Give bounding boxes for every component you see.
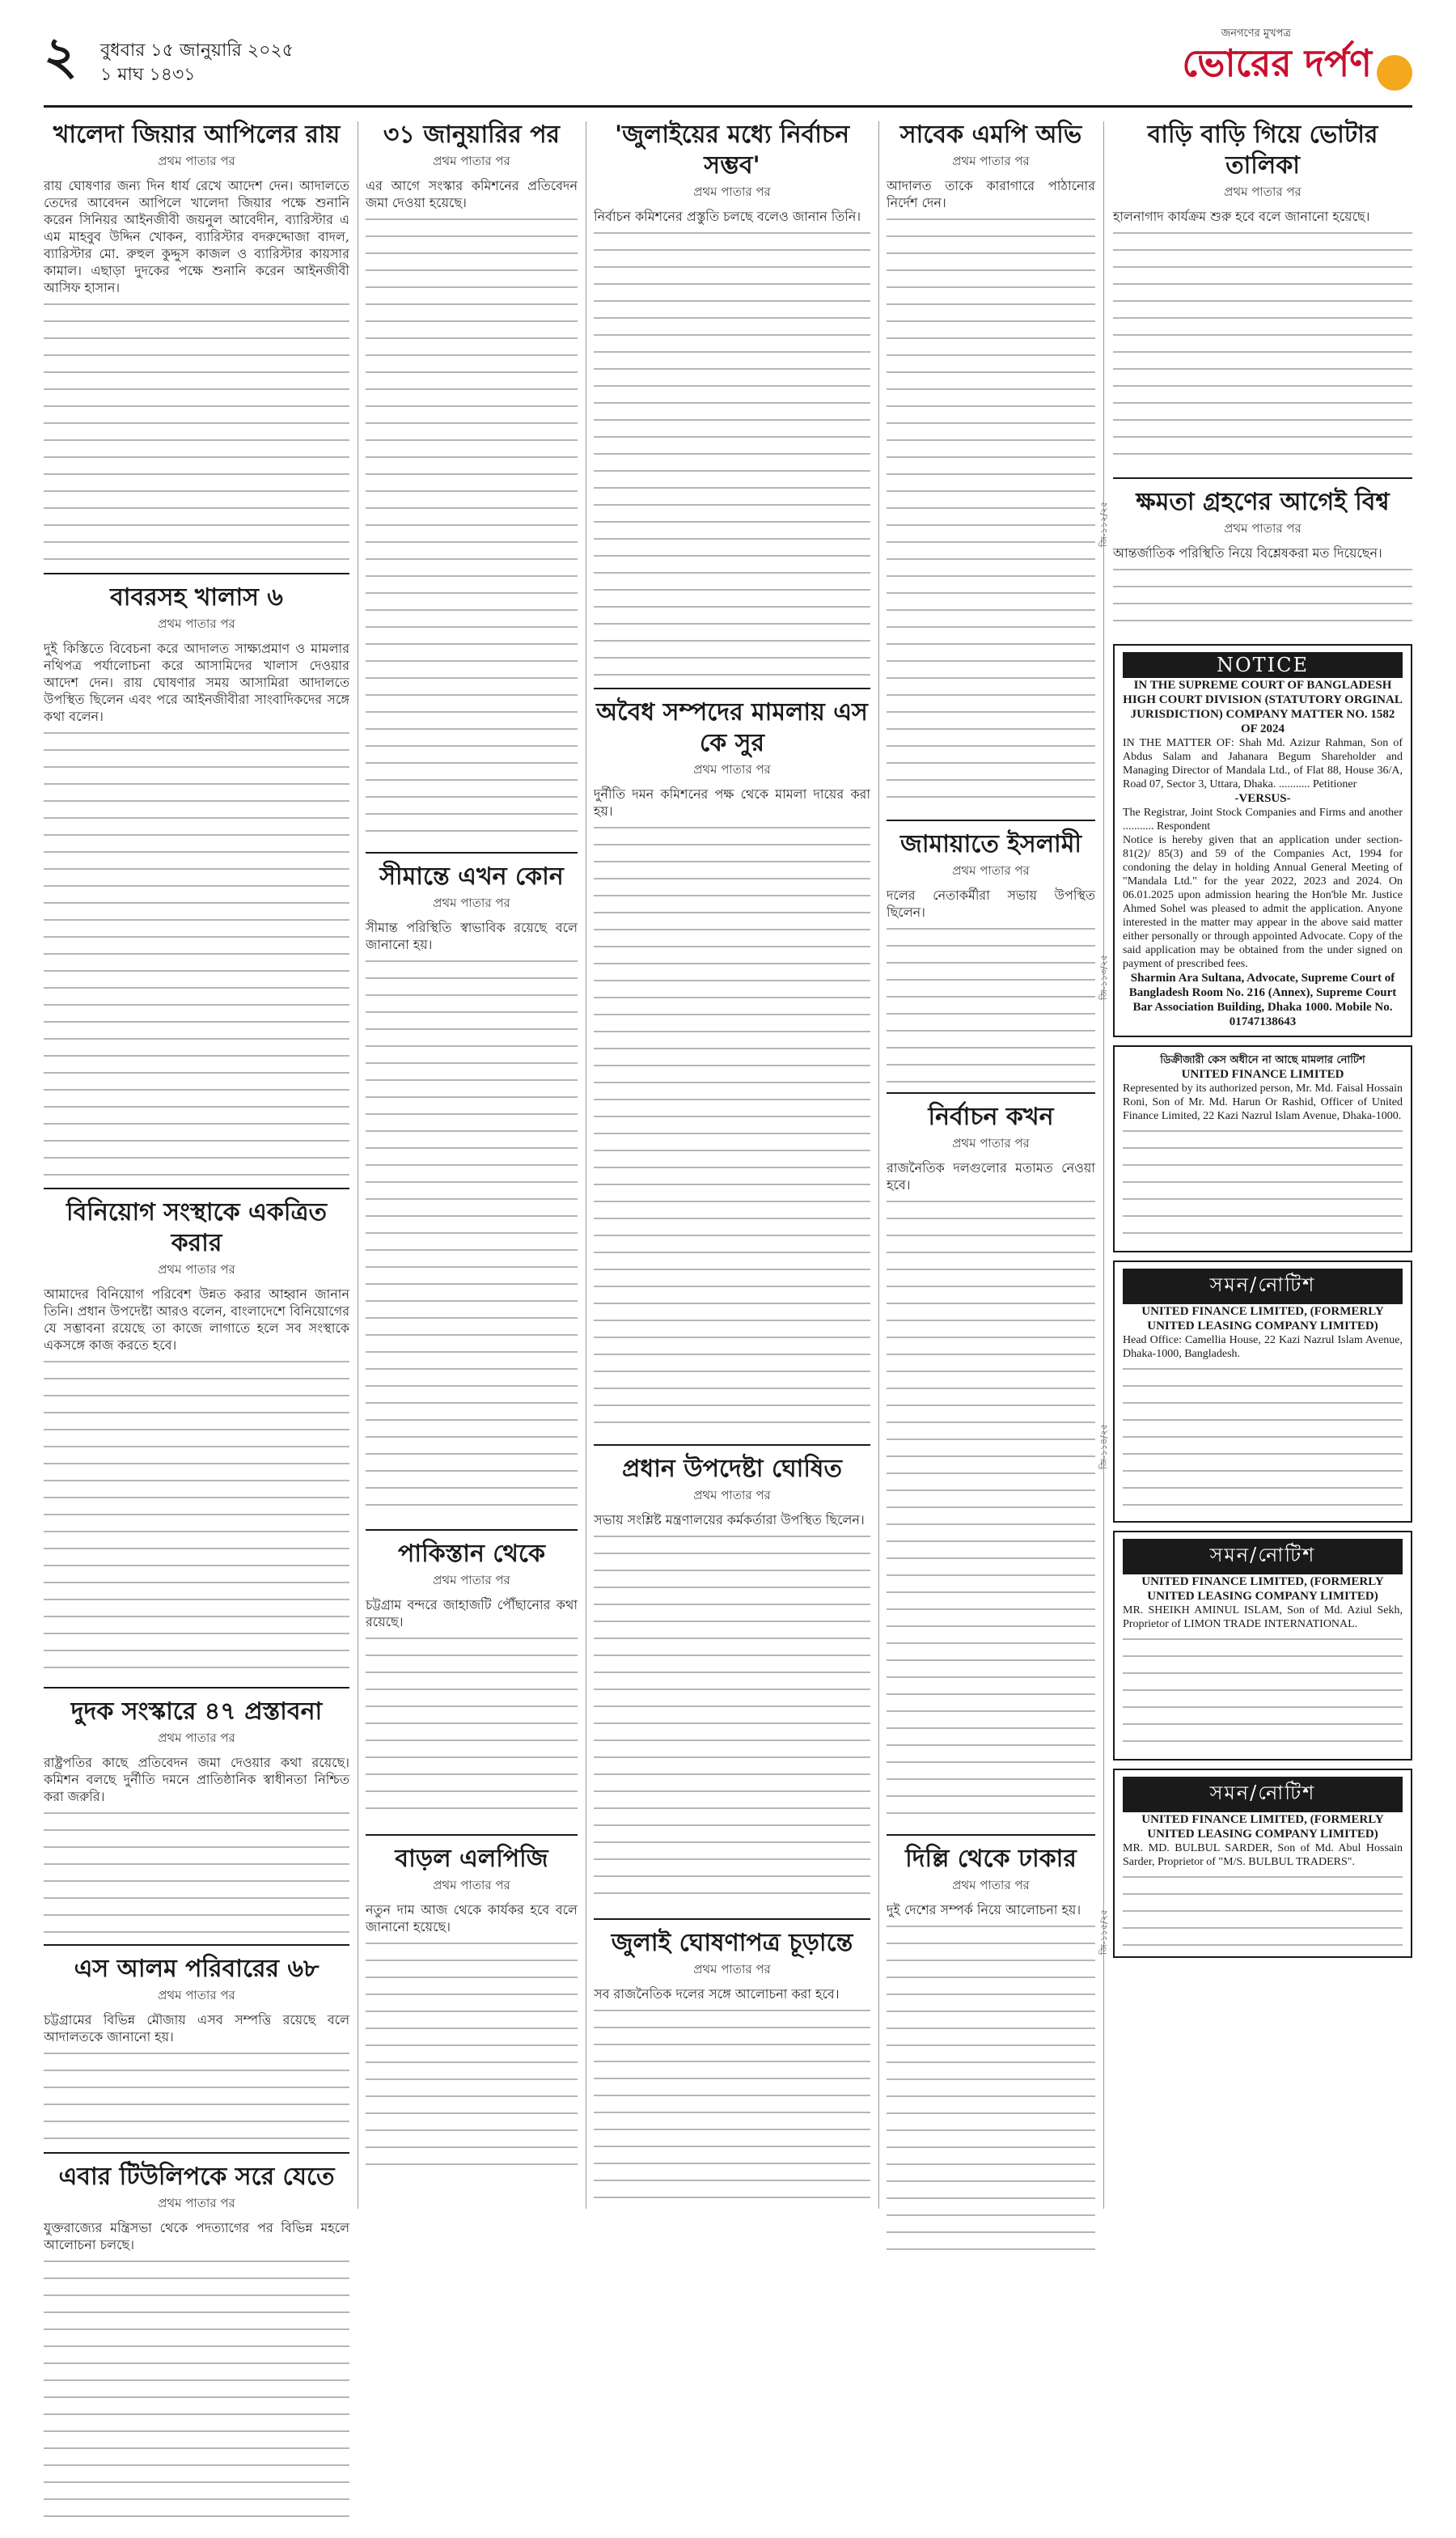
article-headline: দুদক সংস্কারে ৪৭ প্রস্তাবনা: [70, 1697, 323, 1726]
notice-respondent: The Registrar, Joint Stock Companies and Firms and another ........... Respondent: [1123, 807, 1403, 833]
article-body: আন্তর্জাতিক পরিস্থিতি নিয়ে বিশ্লেষকরা মত দিয়েছেন।: [1113, 545, 1382, 561]
article: [1113, 120, 1412, 468]
article-headline: সাবেক এমপি অভি: [899, 121, 1082, 149]
ad-code: জি-১১৫/২৫: [1098, 1909, 1109, 1955]
article-headline: পাকিস্তান থেকে: [398, 1540, 545, 1568]
article: [594, 697, 870, 1434]
article: [366, 120, 578, 842]
notice-text: MR. MD. BULBUL SARDER, Son of Md. Abul Hossain Sarder, Proprietor of "M/S. BULBUL TRADERS".: [1123, 1842, 1403, 1868]
article-text-fill: [594, 820, 870, 1434]
article-continued: প্রথম পাতার পর: [433, 154, 510, 168]
article-text-fill: [44, 1354, 349, 1677]
column-3: [594, 120, 870, 2222]
article-headline: বাবরসহ খালাস ৬: [110, 583, 283, 612]
article-text-fill: [366, 953, 578, 1519]
article-headline: বাড়ি বাড়ি গিয়ে ভোটার তালিকা: [1147, 121, 1378, 180]
article-continued: প্রথম পাতার পর: [952, 154, 1030, 168]
notice-text-fill: [1123, 1361, 1403, 1515]
article: [887, 1102, 1095, 1824]
article-continued: প্রথম পাতার পর: [158, 1262, 235, 1277]
article-text-fill: [44, 725, 349, 1178]
article-continued: প্রথম পাতার পর: [693, 1488, 771, 1502]
article: [594, 1454, 870, 1909]
notice-bar: সমন/নোটিশ: [1123, 1269, 1403, 1304]
article-headline: সীমান্তে এখন কোন: [379, 862, 564, 891]
summons-notice: [1113, 1531, 1412, 1760]
date-line-bangla: ১ মাঘ ১৪৩১: [100, 65, 196, 85]
column-5: [1113, 120, 1412, 1966]
logo-text: ভোরের দর্পণ: [1182, 41, 1372, 85]
notice-text: MR. SHEIKH AMINUL ISLAM, Son of Md. Aziul Sekh, Proprietor of LIMON TRADE INTERNATIONAL.: [1123, 1604, 1403, 1630]
article-continued: প্রথম পাতার পর: [1224, 521, 1302, 536]
article-body: সব রাজনৈতিক দলের সঙ্গে আলোচনা করা হবে।: [594, 1986, 840, 2002]
article: [366, 1539, 578, 1824]
article-continued: প্রথম পাতার পর: [952, 1878, 1030, 1892]
notice-bar: সমন/নোটিশ: [1123, 1777, 1403, 1812]
article-text-fill: [887, 211, 1095, 810]
notice-court: IN THE SUPREME COURT OF BANGLADESH HIGH COURT DIVISION (STATUTORY ORGINAL JURISDICTION) COMPANY MATTER NO. 1582 OF 2024: [1123, 679, 1403, 735]
ad-code: জি-১১৩/২৫: [1098, 955, 1109, 1001]
newspaper-logo: [1121, 28, 1412, 100]
article-continued: প্রথম পাতার পর: [433, 896, 510, 910]
article-headline: জামায়াতে ইসলামী: [900, 830, 1081, 858]
notice-signature: Sharmin Ara Sultana, Advocate, Supreme Court of Bangladesh Room No. 216 (Annex), Supreme Court Bar Association Building, Dhaka 1000. Mobile No. 01747138643: [1128, 972, 1397, 1028]
article-body: দুই দেশের সম্পর্ক নিয়ে আলোচনা হয়।: [887, 1902, 1081, 1917]
date-line-gregorian: বুধবার ১৫ জানুয়ারি ২০২৫: [100, 40, 294, 61]
masthead: [44, 28, 1412, 108]
article-headline: অবৈধ সম্পদের মামলায় এস কে সুর: [596, 698, 868, 757]
article-headline: প্রধান উপদেষ্টা ঘোষিত: [622, 1455, 842, 1483]
date-lines: [100, 39, 294, 87]
logo-tagline: জনগণের মুখপত্র: [1221, 28, 1291, 40]
article-text-fill: [887, 1918, 1095, 2258]
article-continued: প্রথম পাতার পর: [158, 1988, 235, 2002]
article-continued: প্রথম পাতার পর: [952, 1136, 1030, 1150]
article-headline: ৩১ জানুয়ারির পর: [383, 121, 561, 149]
ad-code: জি-১১২/২৫: [1098, 502, 1109, 548]
article: [44, 583, 349, 1178]
article-body: আমাদের বিনিয়োগ পরিবেশ উন্নত করার আহ্বান জানান তিনি। প্রধান উপদেষ্টা আরও বলেন, বাংলাদেশে বিনিয়োগের যে সম্ভাবনা রয়েছে তা কাজে লাগাতে হলে সব সংস্থাকে একসঙ্গে কাজ করতে হবে।: [44, 1286, 349, 1353]
article-body: আদালত তাকে কারাগারে পাঠানোর নির্দেশ দেন।: [887, 178, 1095, 210]
sun-logo-icon: [1377, 55, 1412, 91]
summons-notice: [1113, 1045, 1412, 1252]
article: [44, 1954, 349, 2142]
ad-code: জি-১১৪/২৫: [1098, 1424, 1109, 1470]
article-text-fill: [594, 1528, 870, 1909]
article-continued: প্রথম পাতার পর: [158, 2196, 235, 2210]
notice-text: Head Office: Camellia House, 22 Kazi Nazrul Islam Avenue, Dhaka-1000, Bangladesh.: [1123, 1334, 1403, 1360]
notice-company: UNITED FINANCE LIMITED, (FORMERLY UNITED LEASING COMPANY LIMITED): [1141, 1813, 1384, 1841]
article-continued: প্রথম পাতার পর: [433, 1573, 510, 1587]
article-headline: জুলাই ঘোষণাপত্র চূড়ান্তে: [611, 1929, 853, 1957]
article: [887, 829, 1095, 1083]
article-text-fill: [44, 2253, 349, 2528]
article-text-fill: [887, 1193, 1095, 1824]
article-continued: প্রথম পাতার পর: [1224, 184, 1302, 199]
column-4: [887, 120, 1095, 2268]
article-body: সীমান্ত পরিস্থিতি স্বাভাবিক রয়েছে বলে জানানো হয়।: [366, 920, 578, 952]
notice-petitioner: IN THE MATTER OF: Shah Md. Azizur Rahman, Son of Abdus Salam and Jahanara Begum Shareholder and Managing Director of Mandala Ltd., of Flat 88, House 36/A, Road 07, Sector 3, Uttara, Dhaka. ........... Petitioner: [1123, 737, 1403, 790]
article-continued: প্রথম পাতার পর: [693, 1962, 771, 1977]
article-text-fill: [366, 211, 578, 842]
article-continued: প্রথম পাতার পর: [433, 1878, 510, 1892]
article-continued: প্রথম পাতার পর: [158, 616, 235, 631]
article-text-fill: [887, 921, 1095, 1083]
article-headline: 'জুলাইয়ের মধ্যে নির্বাচন সম্ভব': [614, 121, 849, 180]
column-rule: [1103, 121, 1104, 2209]
article-headline: নির্বাচন কখন: [928, 1103, 1054, 1131]
notice-versus: -VERSUS-: [1234, 792, 1291, 805]
summons-notice: [1113, 1769, 1412, 1958]
article-headline: বিনিয়োগ সংস্থাকে একত্রিত করার: [66, 1198, 328, 1257]
court-notice: [1113, 644, 1412, 1037]
notice-title: ডিক্রীজারী কেস অধীনে না আছে মামলার নোটিশ: [1160, 1054, 1365, 1066]
article-text-fill: [594, 225, 870, 678]
notice-text-fill: [1123, 1631, 1403, 1752]
notice-text: Notice is hereby given that an application under section-81(2)/ 85(3) and 59 of the Companies Act, 1994 for condoning the delay in holding Annual General Meeting of "Mandala Ltd." for the year 2022, 2023 and 2024. On 06.01.2025 upon admission hearing the Hon'ble Mr. Justice Ahmed Sohel was pleased to admit the application. Anyone interested in the matter may appear in the above said matter either personally or through appointed Advocate. Copy of the said application may be obtained from the under signed on payment of prescribed fees.: [1123, 834, 1403, 970]
article-continued: প্রথম পাতার পর: [952, 863, 1030, 878]
column-rule: [878, 121, 879, 2209]
notice-bar: NOTICE: [1123, 652, 1403, 678]
article-continued: প্রথম পাতার পর: [693, 184, 771, 199]
article-body: দলের নেতাকর্মীরা সভায় উপস্থিত ছিলেন।: [887, 888, 1095, 920]
article-headline: বাড়ল এলপিজি: [395, 1845, 548, 1873]
notice-company: UNITED FINANCE LIMITED: [1181, 1068, 1344, 1081]
article-body: যুক্তরাজ্যের মন্ত্রিসভা থেকে পদত্যাগের পর বিভিন্ন মহলে আলোচনা চলছে।: [44, 2220, 349, 2252]
article-body: দুর্নীতি দমন কমিশনের পক্ষ থেকে মামলা দায়ের করা হয়।: [594, 786, 870, 819]
notice-company: UNITED FINANCE LIMITED, (FORMERLY UNITED LEASING COMPANY LIMITED): [1141, 1575, 1384, 1603]
article-text-fill: [1113, 561, 1412, 634]
article-body: রাজনৈতিক দলগুলোর মতামত নেওয়া হবে।: [887, 1160, 1095, 1193]
article-text-fill: [44, 296, 349, 563]
article-headline: এবার টিউলিপকে সরে যেতে: [58, 2163, 335, 2191]
article-body: রাষ্ট্রপতির কাছে প্রতিবেদন জমা দেওয়ার কথা রয়েছে। কমিশন বলছে দুর্নীতি দমনে প্রাতিষ্ঠানিক স্বাধীনতা নিশ্চিত করা জরুরি।: [44, 1755, 349, 1804]
notice-text-fill: [1123, 1123, 1403, 1244]
article-body: এর আগে সংস্কার কমিশনের প্রতিবেদন জমা দেওয়া হয়েছে।: [366, 178, 578, 210]
article-text-fill: [366, 1935, 578, 2178]
article-body: চট্টগ্রাম বন্দরে জাহাজটি পৌঁছানোর কথা রয়েছে।: [366, 1597, 578, 1629]
article: [1113, 487, 1412, 634]
article-text-fill: [44, 2045, 349, 2142]
article: [887, 1844, 1095, 2258]
column-1: [44, 120, 349, 2538]
article-body: সভায় সংশ্লিষ্ট মন্ত্রণালয়ের কর্মকর্তারা উপস্থিত ছিলেন।: [594, 1512, 865, 1527]
article: [44, 2162, 349, 2528]
article-text-fill: [44, 1805, 349, 1934]
notice-bar: সমন/নোটিশ: [1123, 1539, 1403, 1574]
article-body: রায় ঘোষণার জন্য দিন ধার্য রেখে আদেশ দেন। আদালতে তেদের আবেদন আপিলে খালেদা জিয়ার পক্ষে শুনানি করেন সিনিয়র আইনজীবী জয়নুল আবেদীন, ব্যারিস্টার এ এম মাহবুব উদ্দিন খোকন, ব্যারিস্টার বদরুদ্দোজা বাদল, ব্যারিস্টার মো. রুহুল কুদ্দুস কাজল ও ব্যারিস্টার কায়সার কামাল। এছাড়া দুদকের পক্ষে শুনানি করেন আইনজীবী আসিফ হাসান।: [44, 178, 349, 295]
article: [366, 1844, 578, 2178]
article-headline: দিল্লি থেকে ঢাকার: [905, 1845, 1077, 1873]
page-number: ২: [44, 26, 78, 87]
article-continued: প্রথম পাতার পর: [693, 762, 771, 777]
article: [44, 1197, 349, 1677]
article-body: নির্বাচন কমিশনের প্রস্তুতি চলছে বলেও জানান তিনি।: [594, 209, 861, 224]
article-body: নতুন দাম আজ থেকে কার্যকর হবে বলে জানানো হয়েছে।: [366, 1902, 578, 1934]
summons-notice: [1113, 1261, 1412, 1523]
notice-text-fill: [1123, 1869, 1403, 1950]
article: [366, 862, 578, 1519]
article-continued: প্রথম পাতার পর: [158, 154, 235, 168]
article-body: দুই কিস্তিতে বিবেচনা করে আদালত সাক্ষ্যপ্রমাণ ও মামলার নথিপত্র পর্যালোচনা করে আসামিদের খালাস দেওয়ার আদেশ দেন। রায় ঘোষণার সময় আসামিরা আদালতে উপস্থিত ছিলেন এবং পরে আইনজীবীরা সাংবাদিকদের সঙ্গে কথা বলেন।: [44, 641, 349, 724]
article: [44, 120, 349, 563]
notice-text: Represented by its authorized person, Mr. Md. Faisal Hossain Roni, Son of Mr. Md. Harun Or Rashid, Officer of United Finance Limited, 22 Kazi Nazrul Islam Avenue, Dhaka-1000.: [1123, 1083, 1403, 1122]
article-text-fill: [366, 1630, 578, 1824]
article-headline: খালেদা জিয়ার আপিলের রায়: [53, 121, 341, 149]
article-text-fill: [594, 2002, 870, 2213]
notice-company: UNITED FINANCE LIMITED, (FORMERLY UNITED LEASING COMPANY LIMITED): [1141, 1305, 1384, 1333]
article-headline: এস আলম পরিবারের ৬৮: [74, 1955, 320, 1983]
article-headline: ক্ষমতা গ্রহণের আগেই বিশ্ব: [1136, 488, 1390, 516]
article-body: হালনাগাদ কার্যক্রম শুরু হবে বলে জানানো হয়েছে।: [1113, 209, 1370, 224]
article-continued: প্রথম পাতার পর: [158, 1731, 235, 1745]
article-body: চট্টগ্রামের বিভিন্ন মৌজায় এসব সম্পত্তি রয়েছে বলে আদালতকে জানানো হয়।: [44, 2012, 349, 2044]
article: [44, 1697, 349, 1934]
column-2: [366, 120, 578, 2188]
article: [594, 1928, 870, 2213]
article-text-fill: [1113, 225, 1412, 468]
article: [887, 120, 1095, 810]
article: [594, 120, 870, 678]
